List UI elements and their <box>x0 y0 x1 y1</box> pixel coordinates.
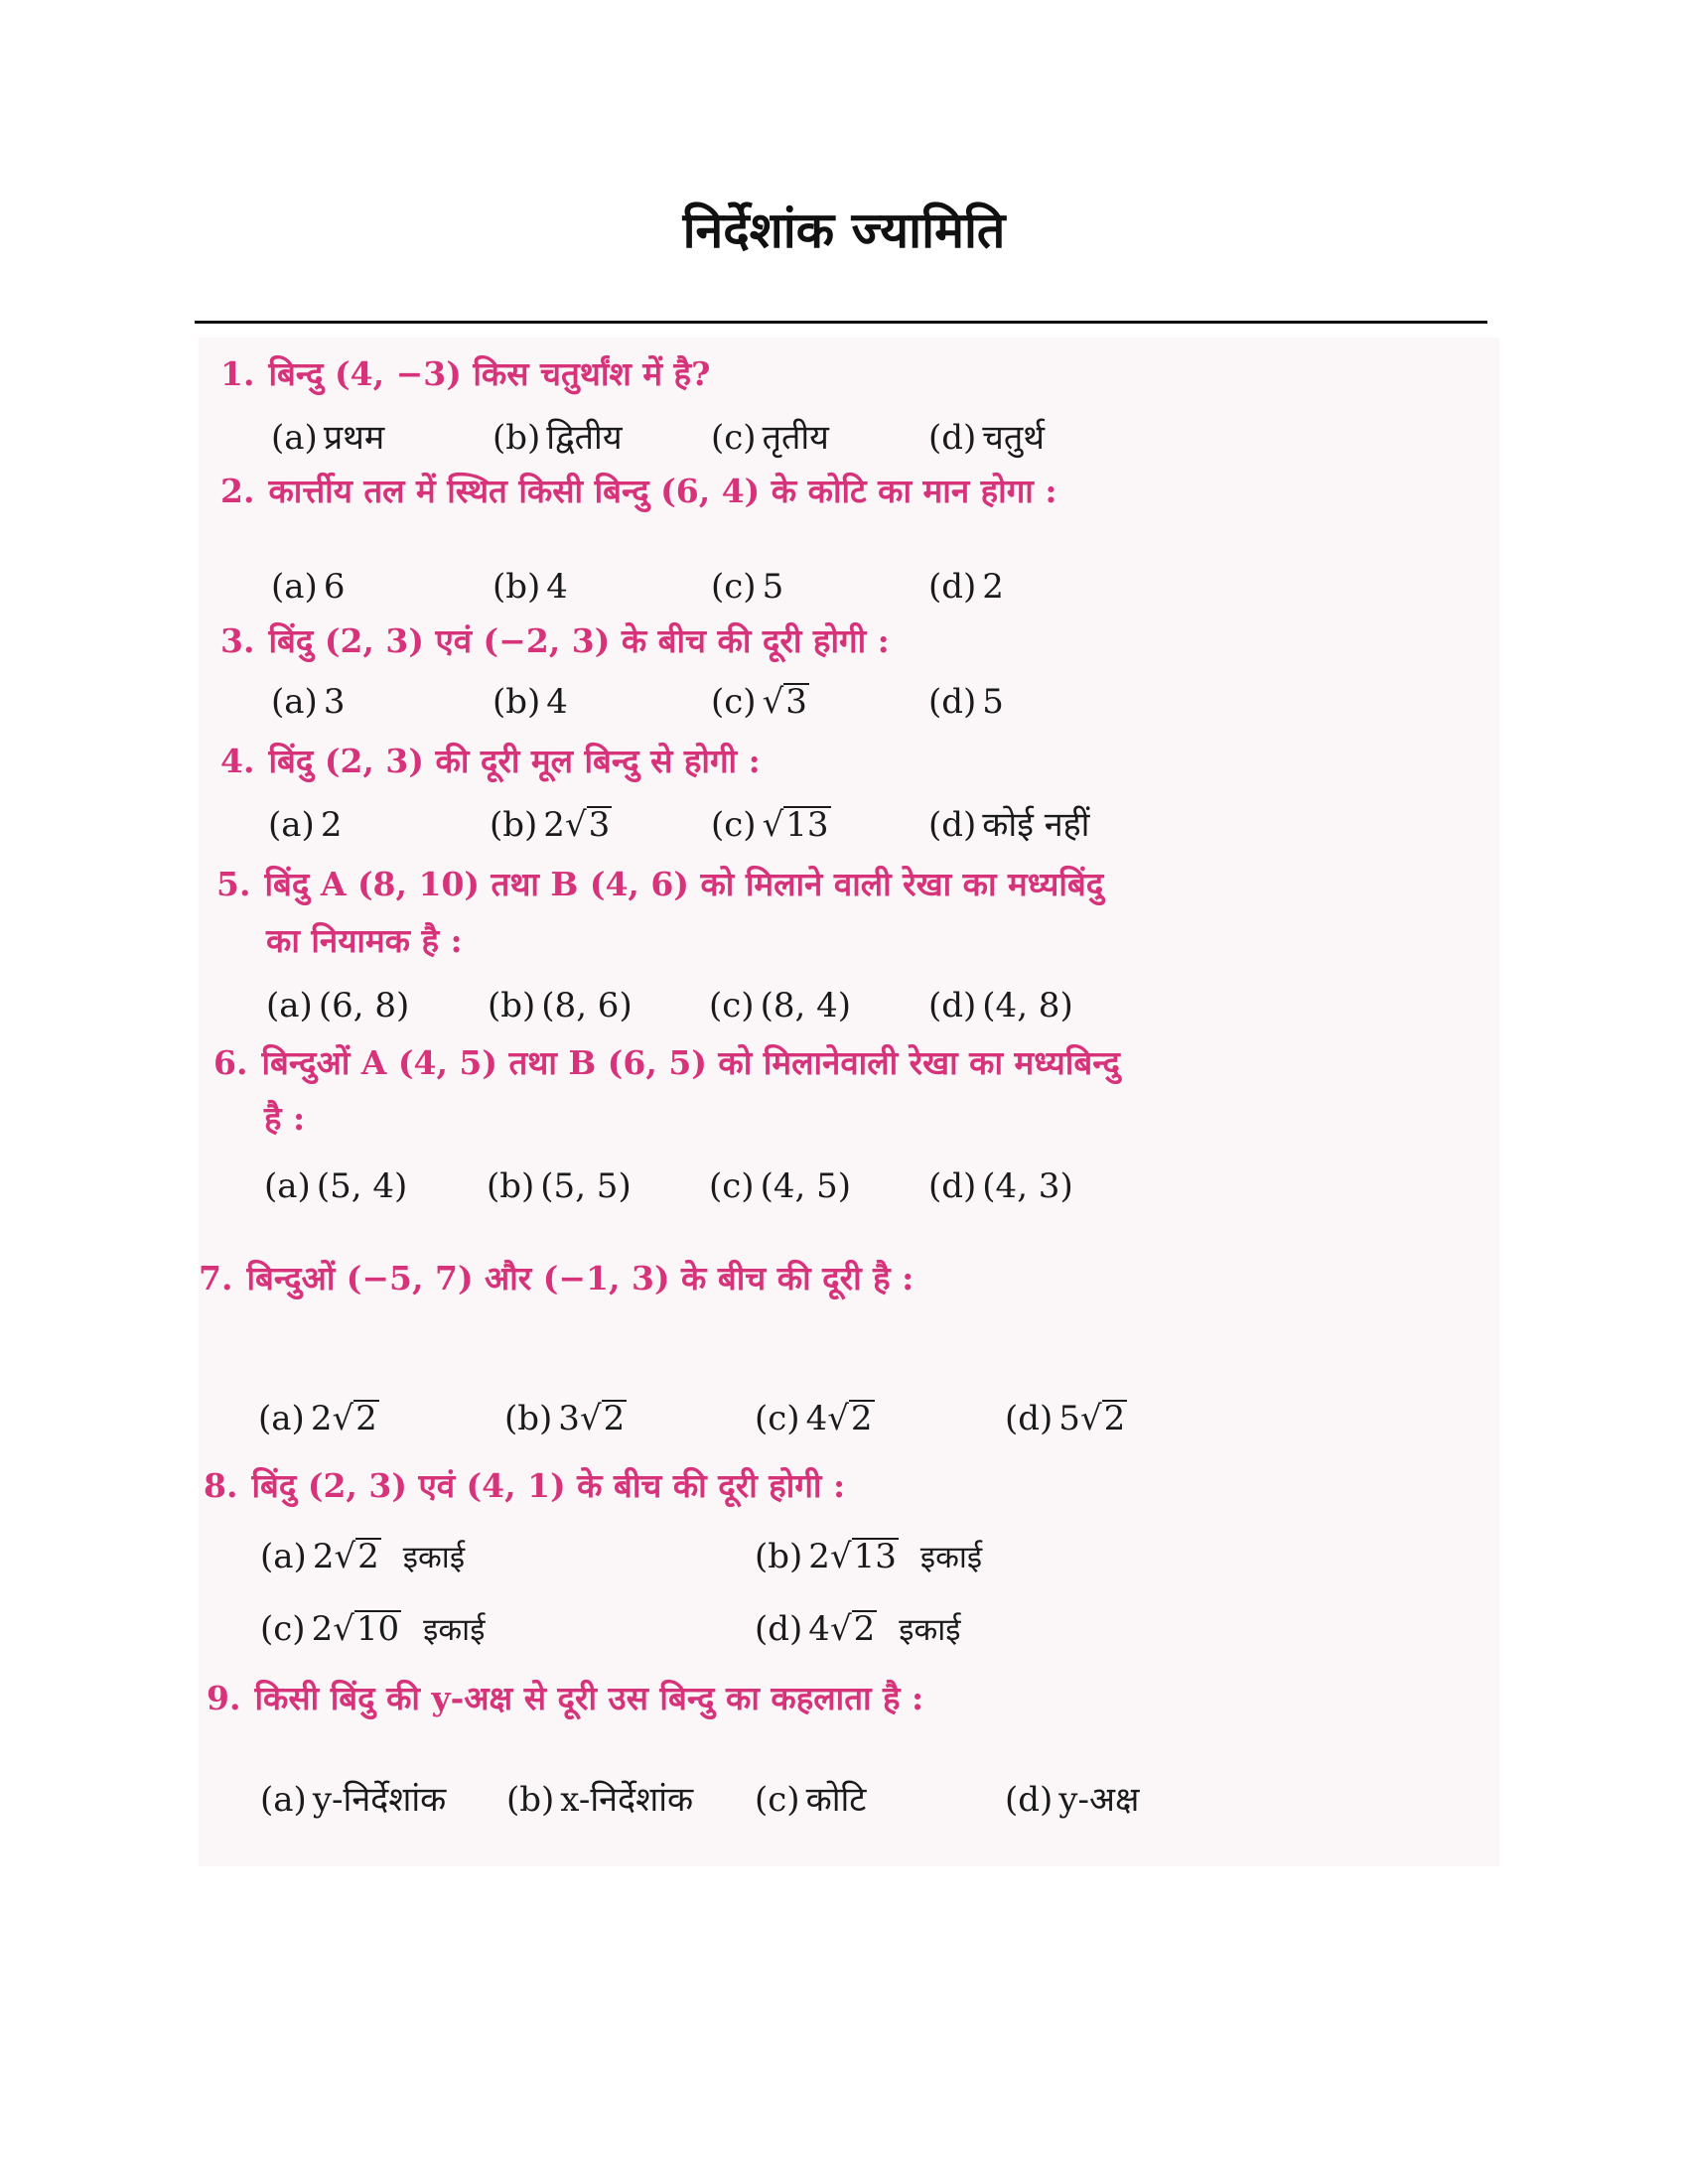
option-letter: (b) <box>492 567 541 607</box>
option-coef: 3 <box>558 1399 580 1438</box>
question-number: 6. <box>213 1043 248 1082</box>
option-letter: (c) <box>260 1609 306 1649</box>
option-letter: (a) <box>260 1780 307 1820</box>
option-coef: 2 <box>311 1609 334 1649</box>
radicand: 2 <box>853 1609 876 1649</box>
option-c[interactable] <box>709 1163 851 1209</box>
option-d[interactable] <box>755 1606 961 1653</box>
square-root: √10 <box>333 1609 400 1649</box>
option-c[interactable] <box>755 1396 875 1441</box>
option-b[interactable] <box>490 802 612 848</box>
question-stem: बिन्दुओं (−5, 7) और (−1, 3) के बीच की दूरी है : <box>246 1259 914 1297</box>
radicand: 2 <box>850 1399 873 1438</box>
option-text: तृतीय <box>762 418 829 458</box>
option-letter: (d) <box>1005 1780 1054 1820</box>
option-text: (5, 4) <box>316 1166 408 1206</box>
question-text <box>220 351 710 397</box>
option-letter: (a) <box>271 418 318 458</box>
question-text-continued: है : <box>264 1099 306 1138</box>
unit-label: इकाई <box>402 1540 466 1575</box>
question-number: 4. <box>220 742 255 780</box>
unit-label: इकाई <box>899 1612 961 1648</box>
option-letter: (b) <box>755 1537 803 1576</box>
radicand: 2 <box>355 1399 377 1438</box>
option-text: (8, 4) <box>760 986 851 1025</box>
option-d[interactable] <box>928 802 1089 848</box>
square-root: √3 <box>762 682 807 722</box>
option-text: (4, 3) <box>982 1166 1073 1206</box>
square-root: √3 <box>564 805 611 845</box>
title-divider <box>195 321 1487 324</box>
option-a[interactable] <box>266 983 409 1028</box>
question-text <box>204 1463 845 1509</box>
option-letter: (d) <box>928 682 977 722</box>
option-letter: (c) <box>711 805 757 845</box>
radicand: 10 <box>355 1609 400 1649</box>
option-text: y-निर्देशांक <box>312 1780 447 1820</box>
option-text: (4, 8) <box>982 986 1073 1025</box>
option-a[interactable] <box>271 564 345 610</box>
radicand: 2 <box>1103 1399 1126 1438</box>
option-a[interactable] <box>271 679 345 725</box>
option-text: द्वितीय <box>546 418 623 458</box>
square-root: √2 <box>1079 1399 1126 1438</box>
option-letter: (b) <box>492 682 541 722</box>
option-b[interactable] <box>492 415 623 461</box>
option-coef: 4 <box>808 1609 830 1649</box>
radicand: 3 <box>588 805 611 845</box>
option-d[interactable] <box>928 564 1004 610</box>
unit-label: इकाई <box>919 1540 983 1575</box>
option-text: y-अक्ष <box>1058 1780 1140 1820</box>
question-stem: बिंदु (2, 3) एवं (4, 1) के बीच की दूरी होगी : <box>251 1466 846 1505</box>
question-stem: बिंदु A (8, 10) तथा B (4, 6) को मिलाने वाली रेखा का मध्यबिंदु <box>264 865 1104 903</box>
option-b[interactable] <box>504 1396 627 1441</box>
option-c[interactable] <box>709 983 851 1028</box>
option-text: 2 <box>982 567 1004 607</box>
option-b[interactable] <box>492 679 568 725</box>
question-stem: बिंदु (2, 3) की दूरी मूल बिन्दु से होगी : <box>268 742 761 780</box>
option-text: 5 <box>762 567 784 607</box>
option-letter: (d) <box>1005 1399 1054 1438</box>
option-coef: 2 <box>312 1537 335 1576</box>
question-stem: बिन्दुओं A (4, 5) तथा B (6, 5) को मिलानेवाली रेखा का मध्यबिन्दु <box>261 1043 1120 1082</box>
option-d[interactable] <box>1005 1396 1127 1441</box>
square-root: √13 <box>829 1537 897 1576</box>
option-a[interactable] <box>264 1163 407 1209</box>
option-c[interactable] <box>755 1777 866 1823</box>
option-letter: (a) <box>260 1537 307 1576</box>
option-letter: (b) <box>504 1399 553 1438</box>
option-text: (5, 5) <box>540 1166 632 1206</box>
question-number: 1. <box>220 354 255 393</box>
question-stem: किसी बिंदु की y-अक्ष से दूरी उस बिन्दु का कहलाता है : <box>254 1679 924 1717</box>
option-coef: 2 <box>808 1537 830 1576</box>
question-stem: बिंदु (2, 3) एवं (−2, 3) के बीच की दूरी होगी : <box>268 621 890 660</box>
square-root: √2 <box>332 1399 377 1438</box>
option-text: 5 <box>982 682 1004 722</box>
question-number: 5. <box>216 865 251 903</box>
option-d[interactable] <box>928 983 1073 1028</box>
option-d[interactable] <box>1005 1777 1139 1823</box>
option-a[interactable] <box>260 1534 465 1580</box>
option-letter: (b) <box>492 418 541 458</box>
question-text <box>216 862 1103 907</box>
square-root: √13 <box>762 805 829 845</box>
option-letter: (d) <box>928 1166 977 1206</box>
option-a[interactable] <box>258 1396 379 1441</box>
option-coef: 2 <box>543 805 565 845</box>
option-coef: 2 <box>310 1399 333 1438</box>
option-letter: (d) <box>755 1609 803 1649</box>
option-text: 3 <box>323 682 346 722</box>
option-text: (6, 8) <box>318 986 410 1025</box>
option-text: कोटि <box>805 1780 867 1820</box>
option-a[interactable] <box>271 415 384 461</box>
question-text-continued: का नियामक है : <box>266 921 463 960</box>
radicand: 2 <box>603 1399 626 1438</box>
radicand: 13 <box>785 805 829 845</box>
option-c[interactable] <box>711 679 809 725</box>
option-coef: 5 <box>1058 1399 1080 1438</box>
question-text <box>213 1040 1120 1086</box>
option-d[interactable] <box>928 1163 1073 1209</box>
option-c[interactable] <box>711 564 783 610</box>
question-number: 9. <box>207 1679 241 1717</box>
option-letter: (d) <box>928 567 977 607</box>
option-text: (4, 5) <box>760 1166 851 1206</box>
question-text <box>220 739 761 784</box>
option-letter: (c) <box>709 986 755 1025</box>
option-letter: (c) <box>711 418 757 458</box>
option-letter: (b) <box>506 1780 555 1820</box>
question-number: 3. <box>220 621 255 660</box>
option-letter: (d) <box>928 418 977 458</box>
question-stem: कार्त्तीय तल में स्थित किसी बिन्दु (6, 4) के कोटि का मान होगा : <box>268 472 1057 510</box>
radicand: 2 <box>357 1537 379 1576</box>
radicand: 13 <box>853 1537 897 1576</box>
option-b[interactable] <box>492 564 568 610</box>
option-text: चतुर्थ <box>982 418 1045 458</box>
question-text <box>220 618 890 664</box>
option-letter: (a) <box>258 1399 305 1438</box>
option-letter: (a) <box>271 567 318 607</box>
option-text: कोई नहीं <box>982 805 1090 845</box>
option-text: 4 <box>546 682 568 722</box>
option-c[interactable] <box>711 802 831 848</box>
option-text: (8, 6) <box>541 986 633 1025</box>
question-number: 2. <box>220 472 255 510</box>
option-text: 6 <box>323 567 346 607</box>
square-root: √2 <box>334 1537 379 1576</box>
page-title: निर्देशांक ज्यामिति <box>682 202 1006 259</box>
option-letter: (d) <box>928 805 977 845</box>
option-b[interactable] <box>488 983 633 1028</box>
option-b[interactable] <box>755 1534 982 1580</box>
square-root: √2 <box>829 1609 876 1649</box>
option-letter: (a) <box>268 805 315 845</box>
square-root: √2 <box>827 1399 873 1438</box>
option-letter: (b) <box>488 986 536 1025</box>
option-d[interactable] <box>928 679 1004 725</box>
option-letter: (a) <box>271 682 318 722</box>
option-letter: (c) <box>755 1399 800 1438</box>
option-a[interactable] <box>268 802 342 848</box>
option-letter: (c) <box>755 1780 800 1820</box>
option-letter: (c) <box>711 682 757 722</box>
option-b[interactable] <box>487 1163 632 1209</box>
option-text: 2 <box>320 805 343 845</box>
question-text <box>199 1256 914 1301</box>
radicand: 3 <box>785 682 807 722</box>
question-number: 8. <box>204 1466 238 1505</box>
question-text <box>220 469 1057 514</box>
option-d[interactable] <box>928 415 1045 461</box>
question-text <box>207 1676 923 1721</box>
option-letter: (b) <box>490 805 538 845</box>
option-c[interactable] <box>260 1606 485 1653</box>
option-letter: (d) <box>928 986 977 1025</box>
option-a[interactable] <box>260 1777 446 1823</box>
option-letter: (a) <box>266 986 313 1025</box>
option-letter: (a) <box>264 1166 311 1206</box>
question-number: 7. <box>199 1259 233 1297</box>
option-letter: (c) <box>711 567 757 607</box>
unit-label: इकाई <box>423 1612 486 1648</box>
option-text: 4 <box>546 567 568 607</box>
option-coef: 4 <box>805 1399 828 1438</box>
option-letter: (c) <box>709 1166 755 1206</box>
option-text: प्रथम <box>323 418 385 458</box>
option-c[interactable] <box>711 415 829 461</box>
option-b[interactable] <box>506 1777 693 1823</box>
square-root: √2 <box>579 1399 626 1438</box>
option-letter: (b) <box>487 1166 535 1206</box>
option-text: x-निर्देशांक <box>560 1780 694 1820</box>
question-stem: बिन्दु (4, −3) किस चतुर्थांश में है? <box>268 354 711 393</box>
